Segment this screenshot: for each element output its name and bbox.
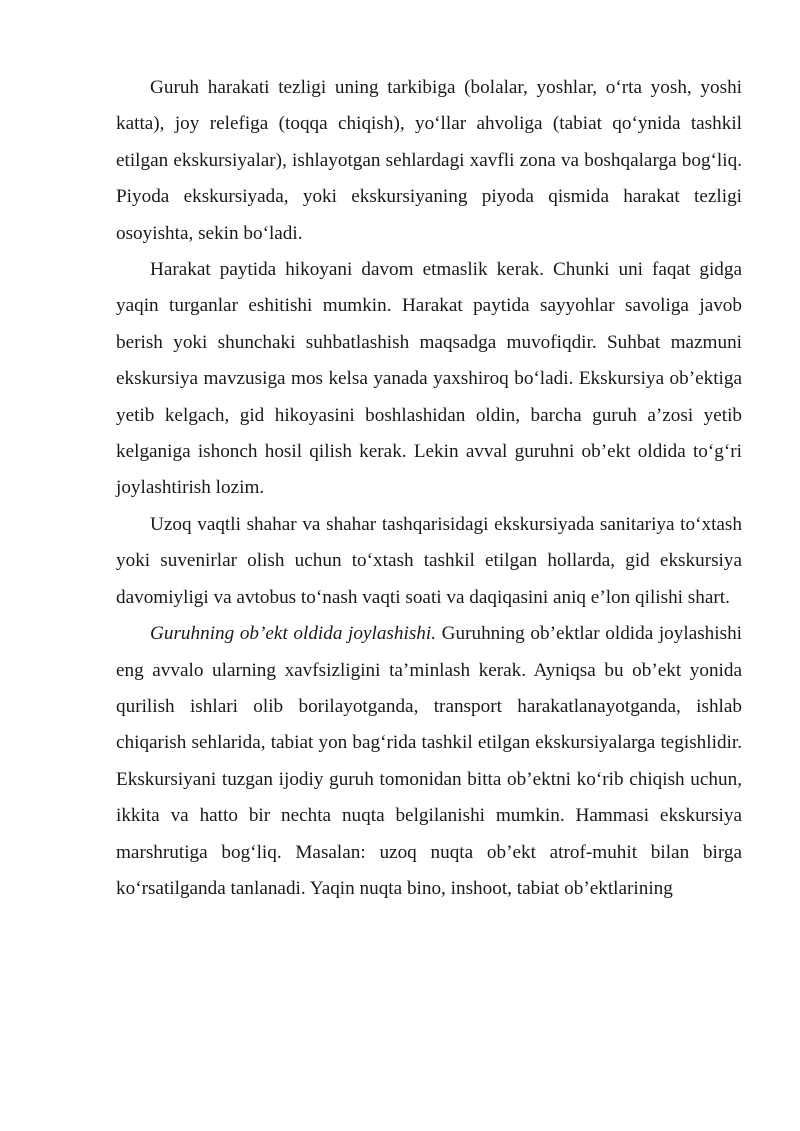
paragraph-text: Uzoq vaqtli shahar va shahar tashqarisidagi ekskursiyada sanitariya to‘xtash yoki suvenirlar olish uchun to‘xtash tashkil etilgan hollarda, gid ekskursiya davomiyligi va avtobus to‘nash vaqti soati va daqiqasini aniq e’lon qilishi shart. — [116, 513, 742, 608]
paragraph-lead-italic: Guruhning ob’ekt oldida joylashishi. — [150, 623, 437, 645]
paragraph-group-speed — [116, 70, 742, 252]
paragraph-text: Harakat paytida hikoyani davom etmaslik kerak. Chunki uni faqat gidga yaqin turganlar eshitishi mumkin. Harakat paytida sayyohlar savoliga javob berish yoki shunchaki suhbatlashish maqsadga muvofiqdir. Suhbat mazmuni ekskursiya mavzusiga mos kelsa yanada yaxshiroq bo‘ladi. Ekskursiya ob’ektiga yetib kelgach, gid hikoyasini boshlashidan oldin, barcha guruh a’zosi yetib kelganiga ishonch hosil qilish kerak. Lekin avval guruhni ob’ekt oldida to‘g‘ri joylashtirish lozim. — [116, 259, 742, 499]
paragraph-text: Guruh harakati tezligi uning tarkibiga (bolalar, yoshlar, o‘rta yosh, yoshi katta), joy relefiga (toqqa chiqish), yo‘llar ahvoliga (tabiat qo‘ynida tashkil etilgan ekskursiyalar), ishlayotgan sehlardagi xavfli zona va boshqalarga bog‘liq. Piyoda ekskursiyada, yoki ekskursiyaning piyoda qismida harakat tezligi osoyishta, sekin bo‘ladi. — [116, 77, 742, 244]
paragraph-text: Guruhning ob’ektlar oldida joylashishi eng avvalo ularning xavfsizligini ta’minlash kerak. Ayniqsa bu ob’ekt yonida qurilish ishlari olib borilayotganda, transport harakatlanayotganda, ishlab chiqarish sehlarida, tabiat yon bag‘rida tashkil etilgan ekskursiyalarga tegishlidir. Ekskursiyani tuzgan ijodiy guruh tomonidan bitta ob’ektni ko‘rib chiqish uchun, ikkita va hatto bir nechta nuqta belgilanishi mumkin. Hammasi ekskursiya marshrutiga bog‘liq. Masalan: uzoq nuqta ob’ekt atrof-muhit bilan birga ko‘rsatilganda tanlanadi. Yaqin nuqta bino, inshoot, tabiat ob’ektlarining — [116, 623, 743, 899]
paragraph-movement-story — [116, 252, 742, 507]
paragraph-long-excursion — [116, 507, 742, 616]
document-page — [116, 70, 742, 907]
paragraph-group-placement — [116, 616, 742, 907]
